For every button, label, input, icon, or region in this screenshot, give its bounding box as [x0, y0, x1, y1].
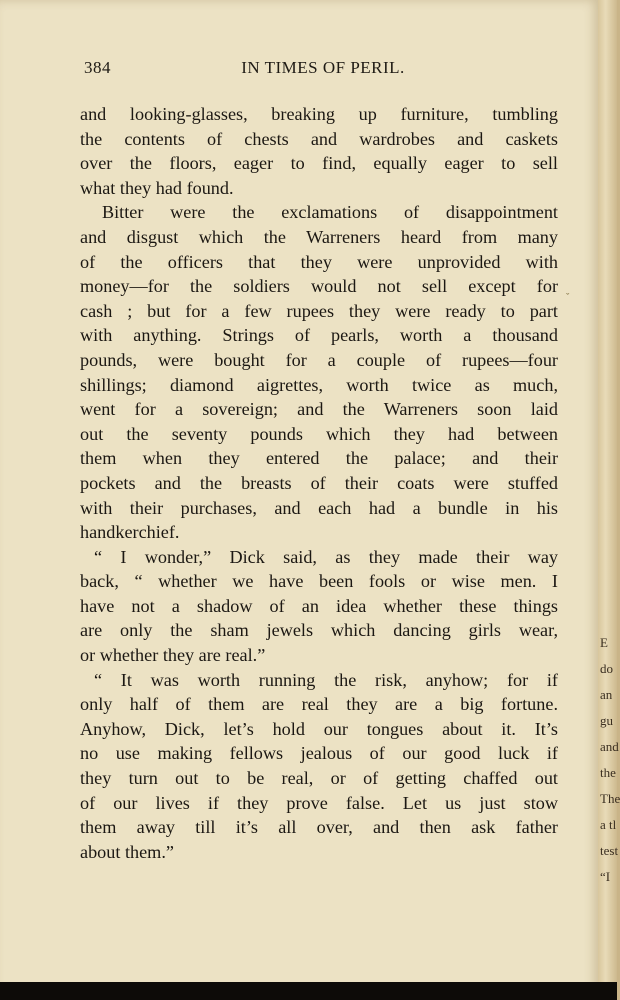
text-line: pockets and the breasts of their coats were stuffed [80, 472, 558, 493]
text-line: have not a shadow of an idea whether these things [80, 595, 558, 616]
text-line: Bitter were the exclamations of disappointment [102, 202, 558, 223]
text-line: what they had found. [80, 177, 234, 198]
body-text [80, 102, 558, 864]
text-line: out the seventy pounds which they had between [80, 423, 558, 444]
text-line: went for a sovereign; and the Warreners soon laid [80, 399, 558, 420]
text-line: Anyhow, Dick, let’s hold our tongues about it. It’s [80, 718, 558, 739]
edge-fragment: and [600, 739, 619, 754]
bottom-scan-border [0, 982, 617, 1000]
page-speck: ˬ [566, 284, 570, 295]
edge-fragment: “I [600, 869, 611, 884]
text-line: money—for the soldiers would not sell except for [80, 276, 558, 297]
text-line: back, “ whether we have been fools or wise men. I [80, 571, 558, 592]
text-line: “ I wonder,” Dick said, as they made their way [94, 546, 558, 567]
edge-fragment: gu [600, 713, 613, 728]
text-line: handkerchief. [80, 522, 180, 543]
text-line: about them.” [80, 841, 174, 862]
edge-fragment: E [600, 635, 608, 650]
text-line: they turn out to be real, or of getting chaffed out [80, 768, 558, 789]
text-line: “ It was worth running the risk, anyhow; for if [94, 669, 558, 690]
edge-fragment: an [600, 687, 613, 702]
text-line: the contents of chests and wardrobes and caskets [80, 128, 558, 149]
text-line: of the officers that they were unprovided with [80, 251, 558, 272]
running-title: IN TIMES OF PERIL. [241, 58, 405, 77]
edge-fragment: a tl [600, 817, 617, 832]
text-line: no use making fellows jealous of our good luck if [80, 743, 558, 764]
text-line: only half of them are real they are a big fortune. [80, 694, 558, 715]
text-line: shillings; diamond aigrettes, worth twice as much, [80, 374, 558, 395]
text-line: of our lives if they prove false. Let us just stow [80, 792, 558, 813]
text-line: and disgust which the Warreners heard from many [80, 226, 558, 247]
edge-fragment: the [600, 765, 616, 780]
text-line: with their purchases, and each had a bundle in his [80, 497, 558, 518]
page-number: 384 [84, 58, 111, 77]
text-line: them when they entered the palace; and their [80, 448, 558, 469]
next-page-text-fragments [600, 630, 620, 890]
text-line: or whether they are real.” [80, 645, 266, 666]
text-line: cash ; but for a few rupees they were ready to part [80, 300, 558, 321]
edge-fragment: do [600, 661, 613, 676]
edge-fragment: test [600, 843, 619, 858]
edge-fragment: The [600, 791, 620, 806]
text-line: them away till it’s all over, and then ask father [80, 817, 558, 838]
text-line: with anything. Strings of pearls, worth a thousand [80, 325, 558, 346]
text-line: pounds, were bought for a couple of rupees—four [80, 349, 558, 370]
text-line: and looking-glasses, breaking up furniture, tumbling [80, 104, 558, 124]
text-line: are only the sham jewels which dancing girls wear, [80, 620, 558, 641]
text-line: over the floors, eager to find, equally eager to sell [80, 153, 558, 174]
